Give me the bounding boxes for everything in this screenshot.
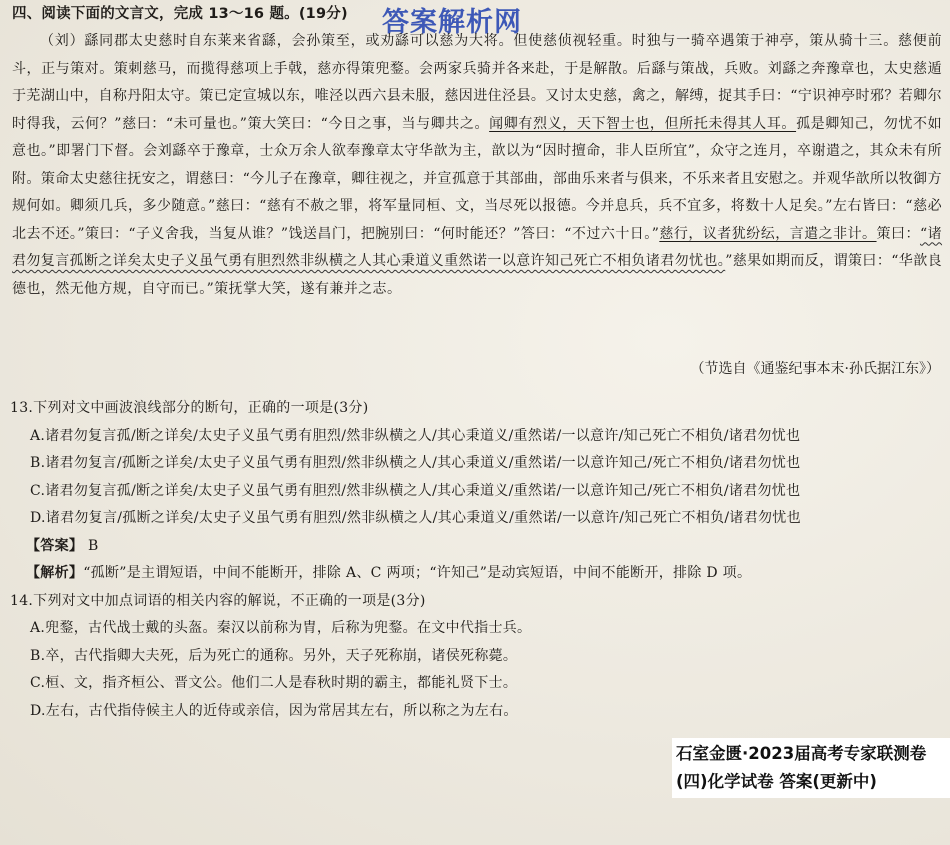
watermark: 答案解析网 [382,7,522,38]
question-13-option-a: A.诸君勿复言孤/断之详矣/太史子义虽气勇有胆烈/然非纵横之人/其心秉道义/重然诺/一以意许/知己死亡不相负/诸君勿忧也 [30,427,801,444]
question-13-answer [26,533,942,561]
question-13-stem: 13.下列对文中画波浪线部分的断句，正确的一项是(3分) [10,400,369,416]
question-13-option-c: C.诸君勿复言孤/断之详矣/太史子义虽气勇有胆烈/然非纵横之人/其心秉道义/重然诺/一以意许知己/死亡不相负/诸君勿忧也 [30,482,801,499]
question-14-option-d: D.左右，古代指侍候主人的近侍或亲信，因为常居其左右，所以称之为左右。 [30,702,518,719]
passage-text-middle: 孤是卿知己，勿忧不如意也。”即署门下督。会刘繇卒于豫章，士众万余人欲奉豫章太守华歆为主，歆以为“因时擅命，非人臣所宜”，众守之连月，卒谢遣之，其众未有所附。策命太史慈往抚安之，谓慈曰：“今儿子在豫章，卿往视之，并宣孤意于其部曲，部曲乐来者与俱来，不乐来者且安慰之。并观华歆所以牧御方规何如。卿须几兵，多少随意。”慈曰：“慈有不赦之罪，将军量同桓、文，当尽死以报德。今并息兵，兵不宜多，将数十人足矣。”左右皆曰：“慈必北去不还。”策曰：“子义舍我，当复从谁？”饯送昌门，把腕别曰：“何时能还？”答曰：“不过六十日。” [12,115,942,242]
question-13-option-b: B.诸君勿复言/孤断之详矣/太史子义虽气勇有胆烈/然非纵横之人/其心秉道义/重然诺/一以意许知己/死亡不相负/诸君勿忧也 [30,455,801,471]
analysis-text: “孤断”是主谓短语，中间不能断开，排除 A、C 两项；“许知己”是动宾短语，中间不能断开，排除 D 项。 [83,565,752,581]
question-13-option-d: D.诸君勿复言/孤断之详矣/太史子义虽气勇有胆烈/然非纵横之人/其心秉道义/重然诺/一以意许/知己死亡不相负/诸君勿忧也 [30,510,801,526]
passage-paragraph [12,28,942,303]
wavy-underlined-text: “诸君勿复言孤断之详矣太史子义虽气勇有胆烈然非纵横之人其心秉道义重然诺一以意许知己死亡不相负诸君勿忧也。 [12,225,943,269]
question-14-option-b: B.卒，古代指卿大夫死，后为死亡的通称。另外，天子死称崩，诸侯死称薨。 [30,647,518,664]
question-14-stem: 14.下列对文中加点词语的相关内容的解说，不正确的一项是(3分) [10,592,426,609]
ad-link[interactable]: 石室金匮·2023届高考专家联测卷(四)化学试卷 答案(更新中) [672,738,950,798]
section-title: 四、阅读下面的文言文，完成 13～16 题。(19分) [12,6,348,22]
answer-tag: 【答案】 [26,537,84,554]
answer-value: B [87,537,99,554]
passage-text-start: （刘）繇同郡太史慈时自东莱来省繇，会孙策至，或劝繇可以慈为大将。但使慈侦视轻重。时独与一骑卒遇策于神亭，策从骑十三。慈便前斗，正与策对。策刺慈马，而揽得慈项上手戟，慈亦得策兜鍪。会两家兵骑并各来赴，于是解散。后繇与策战，兵败。刘繇之奔豫章也，太史慈遁于芜湖山中，自称丹阳太守。策已定宣城以东，唯泾以西六县未服，慈因进住泾县。又讨太史慈，禽之，解缚，捉其手曰：“宁识神亭时邪？若卿尔时得我，云何？”慈曰：“未可量也。”策大笑曰：“今日之事，当与卿共之。 [12,33,942,132]
analysis-tag: 【解析】 [26,565,84,581]
questions [10,395,942,725]
underlined-phrase: 慈行，议者犹纷纭，言遣之非计。 [659,225,877,242]
question-14-option-c: C.桓、文，指齐桓公、晋文公。他们二人是春秋时期的霸主，都能礼贤下士。 [30,675,518,691]
passage [12,28,942,303]
question-13-analysis [26,560,942,588]
question-14-option-a: A.兜鍪，古代战士戴的头盔。秦汉以前称为胄，后称为兜鍪。在文中代指士兵。 [30,620,532,636]
passage-text-before-wavy: 策曰： [876,225,920,242]
underlined-sentence: 闻卿有烈义，天下智士也，但所托未得其人耳。 [489,115,797,132]
passage-source: （节选自《通鉴纪事本末·孙氏据江东》） [690,361,940,377]
passage-text-end: ”慈果如期而反，谓策曰：“华歆良德也，然无他方规，自守而已。”策抚掌大笑，遂有兼并之志。 [12,253,942,297]
